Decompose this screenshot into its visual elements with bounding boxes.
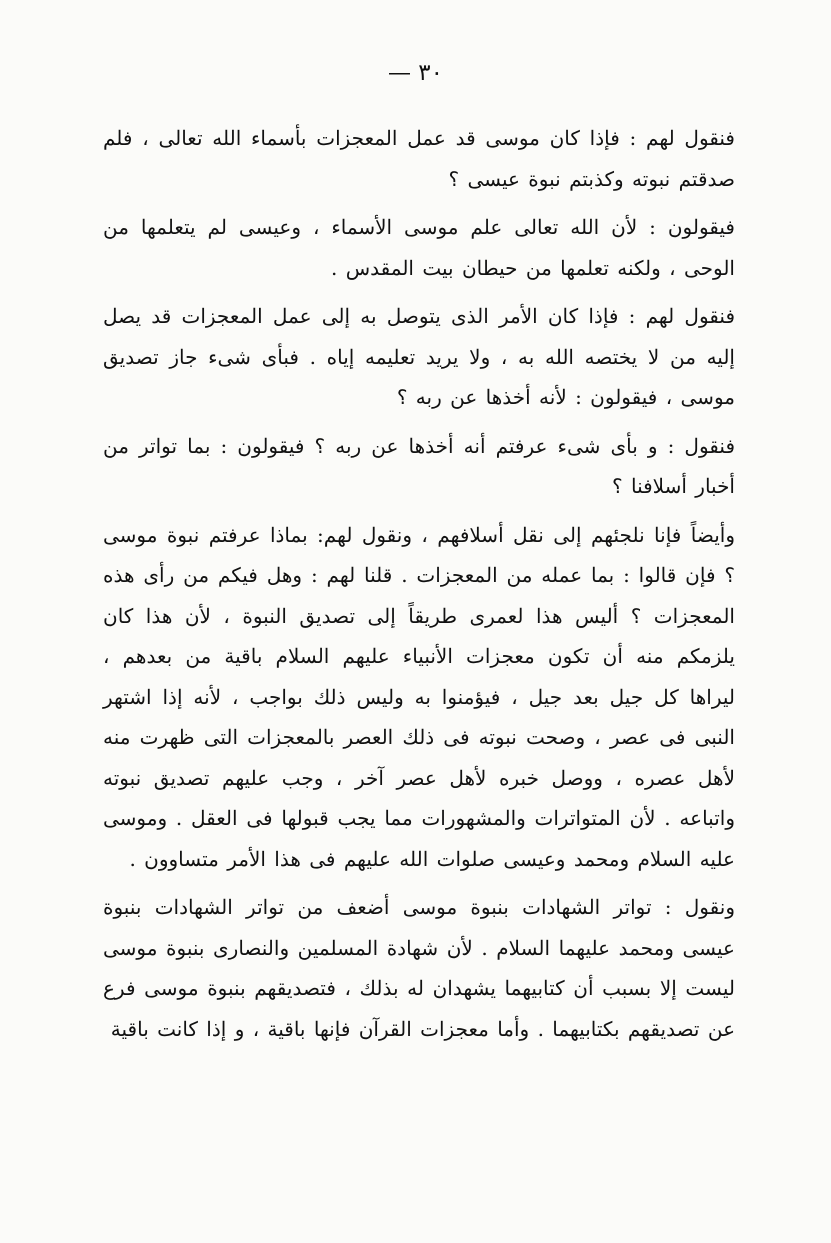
paragraph-1: فنقول لهم : فإذا كان موسى قد عمل المعجزات بأسماء الله تعالى ، فلم صدقتم نبوته وكذبتم نبوة عيسى ؟: [103, 126, 735, 191]
paragraph-3: فنقول لهم : فإذا كان الأمر الذى يتوصل به إلى عمل المعجزات قد يصل إليه من لا يختصه الله به ، ولا يريد تعليمه إياه . فبأى شىء جاز تصديق موسى ، فيقولون : لأنه أخذها عن ربه ؟: [103, 304, 735, 409]
paragraph-2: فيقولون : لأن الله تعالى علم موسى الأسماء ، وعيسى لم يتعلمها من الوحى ، ولكنه تعلمها من حيطان بيت المقدس .: [103, 215, 735, 280]
paragraph-6: ونقول : تواتر الشهادات بنبوة موسى أضعف من تواتر الشهادات بنبوة عيسى ومحمد عليهما السلام . لأن شهادة المسلمين والنصارى بنبوة موسى ليست إلا بسبب أن كتابيهما يشهدان له بذلك ، فتصديقهم بنبوة موسى فرع عن تصديقهم بكتابيهما . وأما معجزات القرآن فإنها باقية ، و إذا كانت باقية: [103, 895, 735, 1041]
paragraph-4: فنقول : و بأى شىء عرفتم أنه أخذها عن ربه ؟ فيقولون : بما تواتر من أخبار أسلافنا ؟: [103, 433, 735, 498]
body-text: [103, 118, 735, 1049]
page-number: — ٣٠: [387, 60, 444, 86]
paragraph-5: وأيضاً فإنا نلجئهم إلى نقل أسلافهم ، ونقول لهم: بماذا عرفتم نبوة موسى ؟ فإن قالوا : بما عمله من المعجزات . قلنا لهم : وهل فيكم من رأى هذه المعجزات ؟ أليس هذا لعمرى طريقاً إلى تصديق النبوة ، لأن هذا كان يلزمكم منه أن تكون معجزات الأنبياء عليهم السلام باقية من بعدهم ، ليراها كل جيل بعد جيل ، فيؤمنوا به وليس ذلك بواجب ، لأنه إذا اشتهر النبى فى عصر ، وصحت نبوته فى ذلك العصر بالمعجزات التى ظهرت منه لأهل عصره ، ووصل خبره لأهل عصر آخر ، وجب عليهم تصديق نبوته واتباعه . لأن المتواترات والمشهورات مما يجب قبولها فى العقل . وموسى عليه السلام ومحمد وعيسى صلوات الله عليهم فى هذا الأمر متساوون .: [103, 522, 736, 871]
